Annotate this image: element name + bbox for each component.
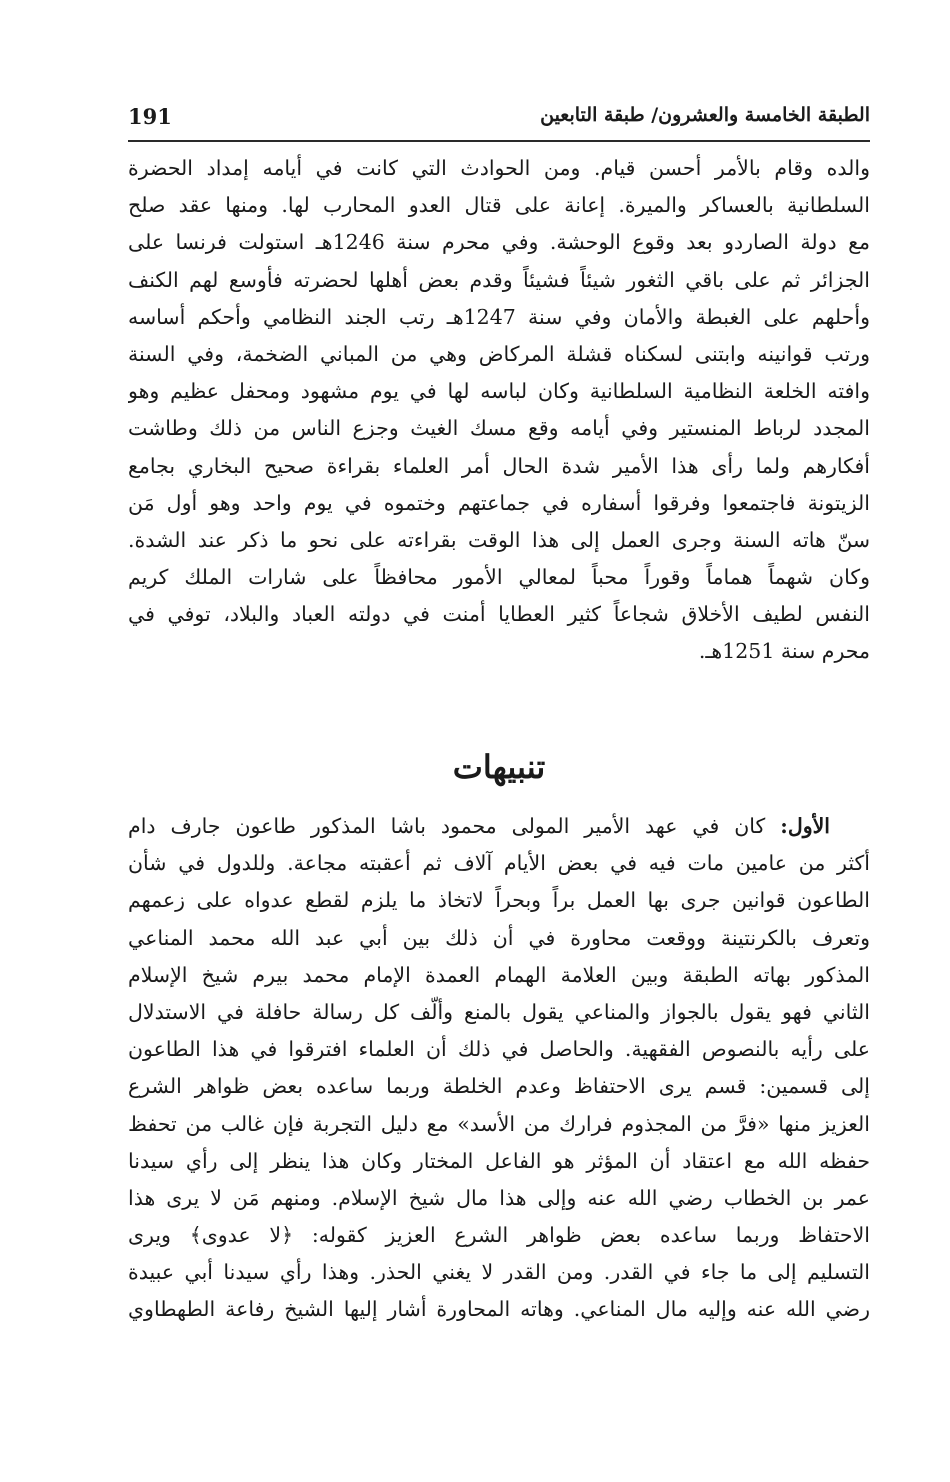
biography-paragraph	[128, 150, 870, 671]
text-line: والده وقام بالأمر أحسن قيام. ومن الحوادث التي كانت في أيامه إمداد الحضرة	[128, 156, 870, 180]
text-line: وافته الخلعة النظامية السلطانية وكان لباسه لها في يوم مشهود ومحفل عظيم وهو	[128, 379, 870, 404]
text-line: النفس لطيف الأخلاق شجاعاً كثير العطايا أمنت في دولته العباد والبلاد، توفي في	[128, 602, 870, 627]
text-line: على رأيه بالنصوص الفقهية. والحاصل في ذلك أن العلماء افترقوا في هذا الطاعون	[128, 1037, 870, 1062]
page-number: 191	[128, 104, 172, 129]
text-line: أكثر من عامين مات فيه في بعض الأيام آلاف ثم أعقبته مجاعة. وللدول في شأن	[128, 851, 870, 876]
text-line: عمر بن الخطاب رضي الله عنه وإلى هذا مال شيخ الإسلام. ومنهم مَن لا يرى هذا	[128, 1185, 870, 1210]
text-line: وأحلهم على الغبطة والأمان وفي سنة 1247هـ رتب الجند النظامي وأحكم أساسه	[128, 304, 870, 329]
text-line: الطاعون قوانين جرى بها العمل براً وبحراً لاتخاذ ما يلزم لقطع عدواه على زعمهم	[128, 888, 870, 913]
running-header	[128, 100, 870, 142]
text-line: أفكارهم ولما رأى هذا الأمير شدة الحال أمر العلماء بقراءة صحيح البخاري بجامع	[128, 453, 870, 478]
text-line: المذكور بهاته الطبقة وبين العلامة الهمام العمدة الإمام محمد بيرم شيخ الإسلام	[128, 962, 870, 987]
first-note-line	[128, 808, 870, 845]
text-line: الزيتونة فاجتمعوا وفرقوا أسفاره في جماعتهم وختموه في يوم واحد وهو أول مَن	[128, 490, 870, 515]
text-line: مع دولة الصاردو بعد وقوع الوحشة. وفي محرم سنة 1246هـ استولت فرنسا على	[128, 230, 870, 255]
section-heading: تنبيهات	[452, 748, 546, 786]
running-title: الطبقة الخامسة والعشرون/ طبقة التابعين	[540, 104, 870, 126]
text-line: الاحتفاظ وربما ساعده بعض ظواهر الشرع العزيز كقوله: ﴿لا عدوى﴾ ويرى	[128, 1223, 870, 1248]
text-line: إلى قسمين: قسم يرى الاحتفاظ وعدم الخلطة وربما ساعده بعض ظواهر الشرع	[128, 1074, 870, 1099]
text-line: محرم سنة 1251هـ.	[698, 639, 870, 664]
text-line: المجدد لرباط المنستير وفي أيامه وقع مسك الغيث وجزع الناس من ذلك وطاشت	[128, 416, 870, 441]
text-line: العزيز منها «فرَّ من المجذوم فرارك من الأسد» مع دليل التجربة فإن غالب من تحفظ	[128, 1111, 870, 1136]
text-line: وتعرف بالكرنتينة ووقعت محاورة في أن ذلك بين أبي عبد الله محمد المناعي	[128, 925, 870, 950]
notes-paragraph	[128, 808, 870, 1329]
text-line: الثاني فهو يقول بالجواز والمناعي يقول بالمنع وألّف كل رسالة حافلة في الاستدلال	[128, 999, 870, 1024]
text-line: حفظه الله مع اعتقاد أن المؤثر هو الفاعل المختار وكان هذا ينظر إلى رأي سيدنا	[128, 1148, 870, 1173]
text-line: سنّ هاته السنة وجرى العمل إلى هذا الوقت بقراءته على نحو ما ذكر عند الشدة.	[128, 527, 870, 552]
text-line: ورتب قوانينه وابتنى لسكناه قشلة المركاض وهي من المباني الضخمة، وفي السنة	[128, 341, 870, 366]
note-text: كان في عهد الأمير المولى محمود باشا المذكور طاعون جارف دام	[128, 814, 781, 838]
text-line: التسليم إلى ما جاء في القدر. ومن القدر لا يغني الحذر. وهذا رأي سيدنا أبي عبيدة	[128, 1260, 870, 1285]
note-label: الأول:	[780, 814, 830, 838]
text-line: رضي الله عنه وإليه مال المناعي. وهاته المحاورة أشار إليها الشيخ رفاعة الطهطاوي	[128, 1297, 870, 1322]
text-line: وكان شهماً هماماً وقوراً محباً لمعالي الأمور محافظاً على شارات الملك كريم	[128, 565, 870, 590]
text-line: السلطانية بالعساكر والميرة. إعانة على قتال العدو المحارب لها. ومنها عقد صلح	[128, 193, 870, 218]
text-line: الجزائر ثم على باقي الثغور شيئاً فشيئاً وقدم بعض أهلها لحضرته فأوسع لهم الكنف	[128, 267, 870, 292]
